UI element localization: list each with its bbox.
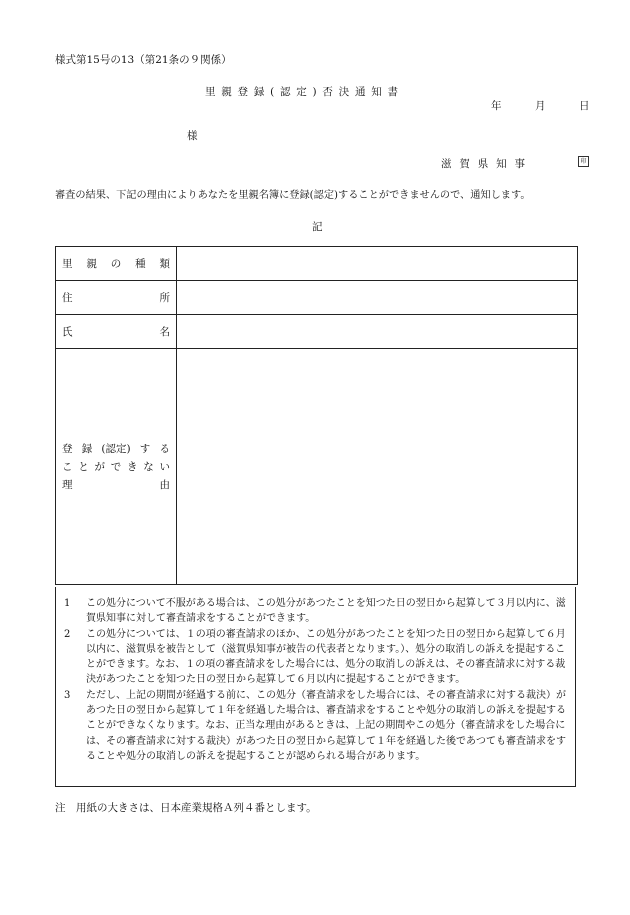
document-title: 里親登録(認定)否決通知書 [205,86,404,98]
note-item [64,627,569,688]
date-year: 年 [491,100,502,112]
value-address [177,281,578,315]
recipient-suffix: 様 [187,130,198,142]
label-char: 所 [159,292,170,304]
form-number: 様式第15号の13（第21条の９関係） [55,54,232,66]
ki-heading: 記 [312,221,323,233]
date-day: 日 [579,100,590,112]
date-month: 月 [535,100,546,112]
label-char: の [110,258,122,270]
label-char: 登 [62,442,73,455]
seal-icon: 印 [578,156,589,167]
label-char: で [110,460,122,473]
label-reason-line-1 [62,440,170,458]
label-char: な [143,460,154,473]
label-foster-type-chars [62,256,170,271]
label-foster-type [56,247,177,281]
label-char: 住 [62,292,73,304]
label-name [56,315,177,349]
paper-size-footnote: 注 用紙の大きさは、日本産業規格Ａ列４番とします。 [55,802,317,814]
label-char: 理 [62,478,73,491]
note-number: 2 [64,628,71,640]
value-reason [177,349,578,585]
label-address-chars [62,290,170,305]
value-name [177,315,578,349]
issuer-name: 滋賀県知事 [441,158,533,170]
appeal-notes [55,587,576,787]
form-table [55,246,578,585]
label-char: 類 [159,258,170,270]
label-char: る [159,442,170,455]
label-reason [56,349,177,585]
label-char: 名 [159,326,170,338]
label-char: (認定) [101,442,131,455]
note-text: ただし、上記の期間が経過する前に、この処分（審査請求をした場合には、その審査請求に対する裁決）があつた日の翌日から起算して１年を経過した場合は、審査請求をすることや処分の取消しの訴えを提起することができなくなります。なお、正当な理由があるときは、上記の期間やこの処分（審査請求をした場合には、その審査請求に対する裁決）があつた日の翌日から起算して１年を経過した後であつても審査請求をすることや処分の取消しの訴えを提起することが認められる場合があります。 [86,689,566,762]
label-char: が [94,460,105,473]
label-char: と [78,460,89,473]
label-char: 録 [81,442,93,455]
note-item [64,596,569,627]
label-char: こ [62,460,73,473]
label-char: 由 [159,478,170,491]
label-char: す [139,442,151,455]
label-char: 種 [135,258,146,270]
value-foster-type [177,247,578,281]
label-char: い [159,460,170,473]
label-char: 親 [86,258,97,270]
label-char: き [127,460,138,473]
note-text: この処分について不服がある場合は、この処分があつたことを知つた日の翌日から起算して３月以内に、滋賀県知事に対して審査請求をすることができます。 [86,598,566,625]
label-reason-line-3 [62,476,170,494]
note-item [64,688,569,764]
label-reason-line-2 [62,458,170,476]
note-number: 1 [64,598,71,609]
notice-body: 審査の結果、下記の理由によりあなたを里親名簿に登録(認定)することができませんので、通知します。 [55,190,531,201]
label-char: 里 [62,258,73,270]
label-name-chars [62,324,170,339]
note-text: この処分については、１の項の審査請求のほか、この処分があつたことを知つた日の翌日から起算して６月以内に、滋賀県を被告として（滋賀県知事が被告の代表者となります。）、処分の取消しの訴えを提起することができます。なお、１の項の審査請求をした場合には、処分の取消しの訴えは、その審査請求に対する裁決があつたことを知つた日の翌日から起算して６月以内に提起することができます。 [86,628,566,686]
label-address [56,281,177,315]
note-number: 3 [64,689,71,701]
label-char: 氏 [62,326,73,338]
